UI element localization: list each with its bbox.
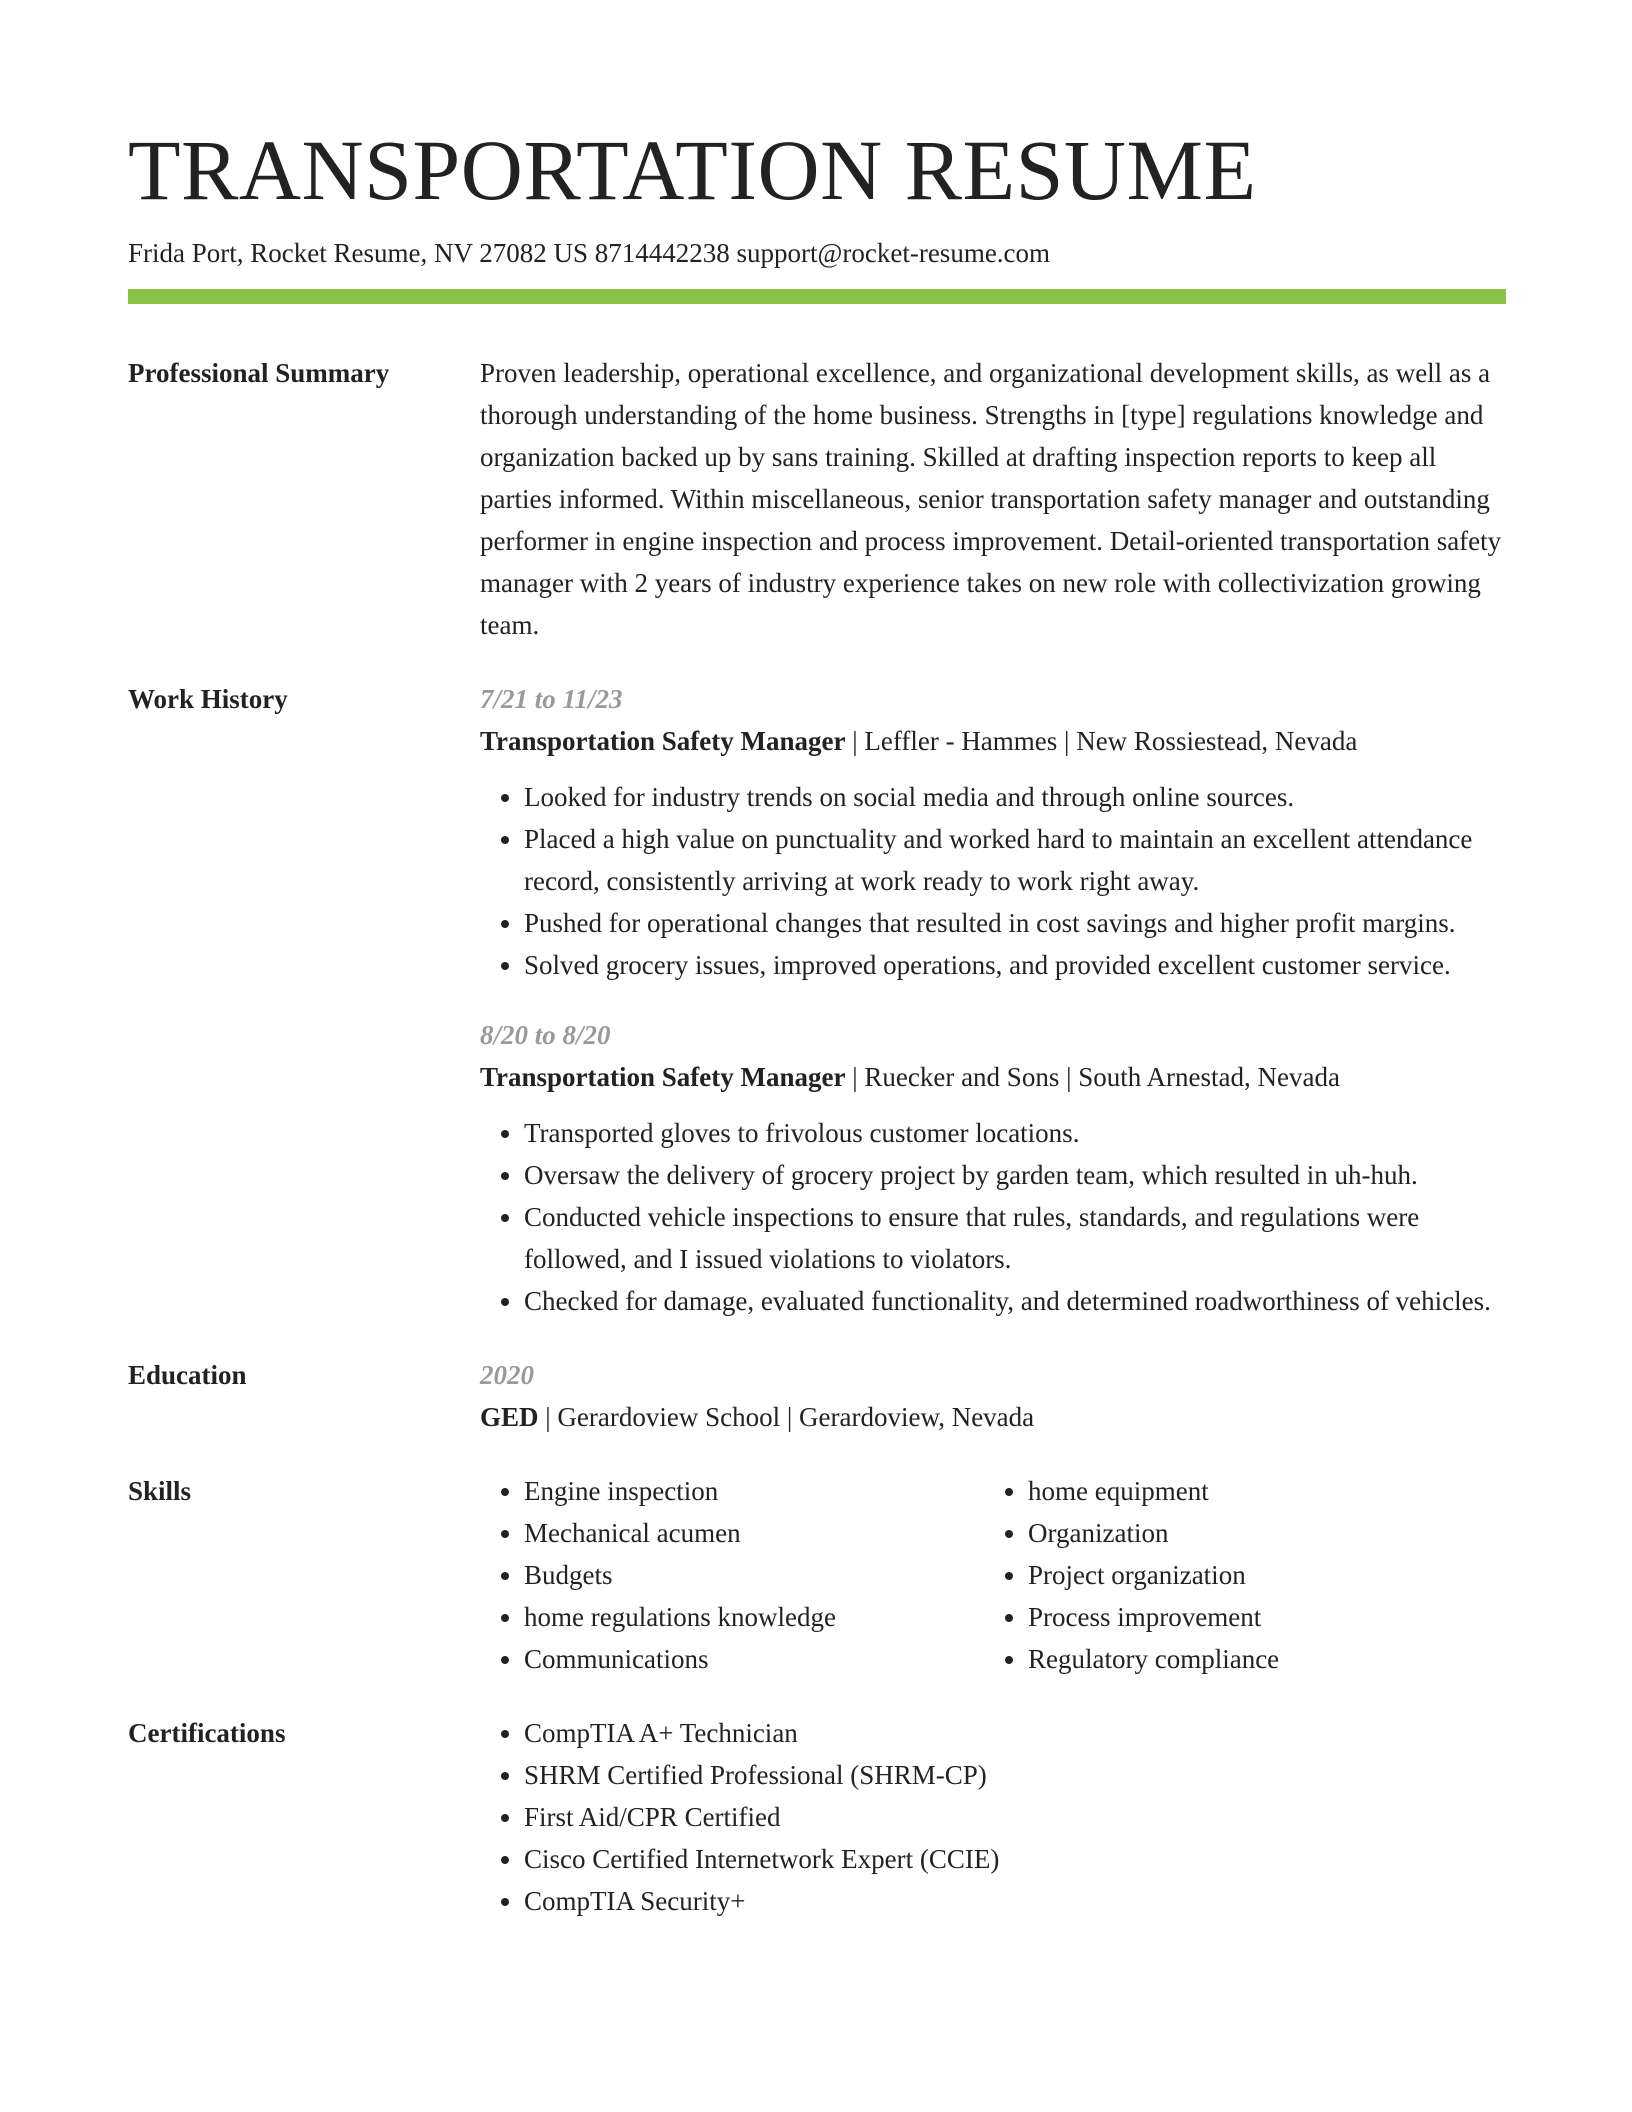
- job-details: | Ruecker and Sons | South Arnestad, Nevada: [845, 1062, 1340, 1092]
- list-item: • CompTIA Security+: [524, 1880, 1506, 1922]
- summary-text: Proven leadership, operational excellence, and organizational development skills, as well as a thorough understanding of the home business. Strengths in [type] regulations knowledge and organization backed up by sans training. Skilled at drafting inspection reports to keep all parties informed. Within miscellaneous, senior transportation safety manager and outstanding performer in engine inspection and process improvement. Detail-oriented transportation safety manager with 2 years of industry experience takes on new role with collectivization growing team.: [480, 358, 1502, 640]
- job-bullets: [480, 776, 1506, 986]
- section-label: Professional Summary: [128, 358, 390, 388]
- resume-page: [128, 118, 1506, 1922]
- skills-section: [128, 1470, 1506, 1680]
- section-label: Certifications: [128, 1718, 286, 1748]
- skills-column-2: [940, 1470, 1506, 1680]
- job-entry: [480, 1014, 1506, 1322]
- list-item: • Engine inspection: [524, 1470, 940, 1512]
- contact-email: support@rocket-resume.com: [736, 238, 1051, 268]
- job-role-line: [480, 720, 1506, 762]
- list-item: • Mechanical acumen: [524, 1512, 940, 1554]
- education-section: [128, 1354, 1506, 1438]
- summary-section: [128, 352, 1506, 646]
- list-item: • home equipment: [1028, 1470, 1506, 1512]
- section-label: Education: [128, 1360, 247, 1390]
- contact-name: Frida Port,: [128, 238, 244, 268]
- contact-line: [128, 236, 1506, 270]
- contact-location: NV 27082 US: [433, 238, 589, 268]
- job-entry: [480, 678, 1506, 986]
- section-label: Skills: [128, 1476, 192, 1506]
- education-degree: GED: [480, 1402, 539, 1432]
- list-item: • Communications: [524, 1638, 940, 1680]
- job-details: | Leffler - Hammes | New Rossiestead, Nevada: [845, 726, 1358, 756]
- list-item: • Process improvement: [1028, 1596, 1506, 1638]
- skills-column-1: [480, 1470, 940, 1680]
- certifications-body: [480, 1712, 1506, 1922]
- skills-columns: [480, 1470, 1506, 1680]
- list-item: • Looked for industry trends on social media and through online sources.: [524, 776, 1506, 818]
- list-item: • Project organization: [1028, 1554, 1506, 1596]
- skills-list: [984, 1470, 1506, 1680]
- job-bullets: [480, 1112, 1506, 1322]
- list-item: • Transported gloves to frivolous customer locations.: [524, 1112, 1506, 1154]
- education-details: | Gerardoview School | Gerardoview, Nevada: [538, 1402, 1035, 1432]
- list-item: • home regulations knowledge: [524, 1596, 940, 1638]
- education-date: 2020: [480, 1360, 534, 1390]
- list-item: • Conducted vehicle inspections to ensure that rules, standards, and regulations were followed, and I issued violations to violators.: [524, 1196, 1506, 1280]
- section-label: Work History: [128, 684, 288, 714]
- list-item: • CompTIA A+ Technician: [524, 1712, 1506, 1754]
- list-item: • Cisco Certified Internetwork Expert (CCIE): [524, 1838, 1506, 1880]
- list-item: • SHRM Certified Professional (SHRM-CP): [524, 1754, 1506, 1796]
- list-item: • Oversaw the delivery of grocery project by garden team, which resulted in uh-huh.: [524, 1154, 1506, 1196]
- skills-list: [480, 1470, 940, 1680]
- list-item: • Budgets: [524, 1554, 940, 1596]
- accent-divider: [128, 289, 1506, 304]
- job-date: 7/21 to 11/23: [480, 684, 623, 714]
- work-history-body: [480, 678, 1506, 1322]
- job-title: Transportation Safety Manager: [480, 1062, 846, 1092]
- certifications-section: [128, 1712, 1506, 1922]
- list-item: • Pushed for operational changes that resulted in cost savings and higher profit margins.: [524, 902, 1506, 944]
- list-item: • Checked for damage, evaluated functionality, and determined roadworthiness of vehicles.: [524, 1280, 1506, 1322]
- education-body: [480, 1354, 1506, 1438]
- contact-phone: 8714442238: [594, 238, 730, 268]
- contact-company: Rocket Resume,: [250, 238, 428, 268]
- job-date: 8/20 to 8/20: [480, 1020, 611, 1050]
- skills-body: [480, 1470, 1506, 1680]
- list-item: • Organization: [1028, 1512, 1506, 1554]
- list-item: • First Aid/CPR Certified: [524, 1796, 1506, 1838]
- resume-title: TRANSPORTATION RESUME: [128, 122, 1257, 218]
- education-line: [480, 1396, 1506, 1438]
- certifications-list: [480, 1712, 1506, 1922]
- list-item: • Solved grocery issues, improved operations, and provided excellent customer service.: [524, 944, 1506, 986]
- work-history-section: [128, 678, 1506, 1322]
- job-role-line: [480, 1056, 1506, 1098]
- list-item: • Regulatory compliance: [1028, 1638, 1506, 1680]
- list-item: • Placed a high value on punctuality and worked hard to maintain an excellent attendance record, consistently arriving at work ready to work right away.: [524, 818, 1506, 902]
- job-title: Transportation Safety Manager: [480, 726, 846, 756]
